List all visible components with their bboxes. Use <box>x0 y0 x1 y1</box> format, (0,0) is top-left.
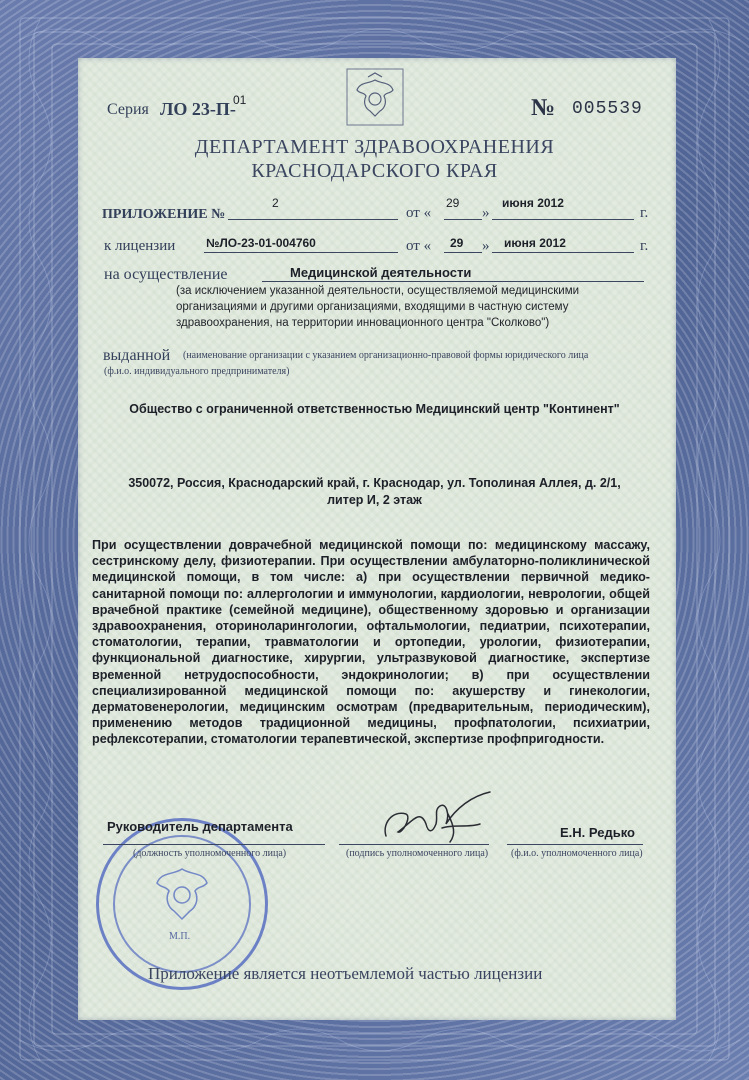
number-label: № <box>531 95 556 121</box>
activity-label: на осуществление <box>104 266 228 283</box>
activity-note-line2: организациями и другими организациями, входящими в частную систему <box>176 301 569 313</box>
license-year-suffix: г. <box>640 238 649 254</box>
activity-note-line3: здравоохранения, на территории инновационного центра "Сколково") <box>176 317 550 329</box>
license-ref-number: №ЛО-23-01-004760 <box>206 236 316 250</box>
series-label: Серия <box>107 101 149 118</box>
activity-note-line1: (за исключением указанной деятельности, осуществляемой медицинскими <box>176 285 580 297</box>
organization-name: Общество с ограниченной ответственностью Медицинский центр "Континент" <box>129 402 620 416</box>
license-quote: » <box>482 238 490 254</box>
signer-position-hint: (должность уполномоченного лица) <box>133 848 287 859</box>
series-value: ЛО 23-П- <box>160 99 236 119</box>
stamp-eagle-icon <box>149 861 215 931</box>
organization-address-line2: литер И, 2 этаж <box>327 493 422 507</box>
appendix-number: 2 <box>272 196 279 210</box>
medical-works-list: При осуществлении доврачебной медицинской помощи по: медицинскому массажу, сестринскому делу, физиотерапии. При осуществлении амбулаторно-поликлинической медицинской помощи, в том числе: а) при осуществлении первичной медико-санитарной помощи по: аллергологии и иммунологии, кардиологии, неврологии, общей врачебной практике (семейной медицине), общественному здоровью и организации здравоохранения, оториноларингологии, офтальмологии, педиатрии, психотерапии, стоматологии, терапии, травматологии и ортопедии, урологии, физиотерапии, функциональной диагностике, хирургии, ультразвуковой диагностике, экспертизе временной нетрудоспособности, эндокринологии; в) при осуществлении специализированной медицинской помощи по: акушерству и гинекологии, дерматовенерологии, медицинским осмотрам (предварительным, периодическим), применению методов традиционной медицины, профпатологии, психиатрии, рефлексотерапии, стоматологии терапевтической, экспертизе профпригодности. <box>92 538 650 747</box>
signer-name: Е.Н. Редько <box>560 825 635 840</box>
issued-label: выданной <box>103 347 171 364</box>
license-from-label: от « <box>406 238 432 254</box>
activity-value: Медицинской деятельности <box>290 265 472 280</box>
activity-note <box>176 283 579 331</box>
appendix-from-label: от « <box>406 205 432 221</box>
appendix-year-suffix: г. <box>640 205 649 221</box>
appendix-label: ПРИЛОЖЕНИЕ № <box>102 207 226 222</box>
issuer-title-line1: ДЕПАРТАМЕНТ ЗДРАВООХРАНЕНИЯ <box>194 136 555 158</box>
stamp-place-label: М.П. <box>169 931 191 942</box>
issued-hint-line2: (ф.и.о. индивидуального предпринимателя) <box>104 366 290 377</box>
organization-address-line1: 350072, Россия, Краснодарский край, г. Краснодар, ул. Тополиная Аллея, д. 2/1, <box>128 476 621 490</box>
issuer-title-line2: КРАСНОДАРСКОГО КРАЯ <box>251 160 498 182</box>
signer-name-hint: (ф.и.о. уполномоченного лица) <box>511 848 643 859</box>
license-number: 005539 <box>572 99 643 119</box>
signature-hint: (подпись уполномоченного лица) <box>346 848 489 859</box>
license-day: 29 <box>450 236 464 250</box>
appendix-date: июня 2012 <box>502 196 564 210</box>
license-label: к лицензии <box>104 238 176 254</box>
coat-of-arms-icon <box>346 68 404 126</box>
issued-hint-line1: (наименование организации с указанием организационно-правовой формы юридического лица <box>183 350 589 361</box>
footer-note: Приложение является неотъемлемой частью лицензии <box>148 964 543 983</box>
license-date: июня 2012 <box>504 236 566 250</box>
appendix-quote: » <box>482 205 490 221</box>
series-number: 01 <box>233 93 247 107</box>
appendix-day: 29 <box>446 196 460 210</box>
signer-position: Руководитель департамента <box>107 819 293 834</box>
